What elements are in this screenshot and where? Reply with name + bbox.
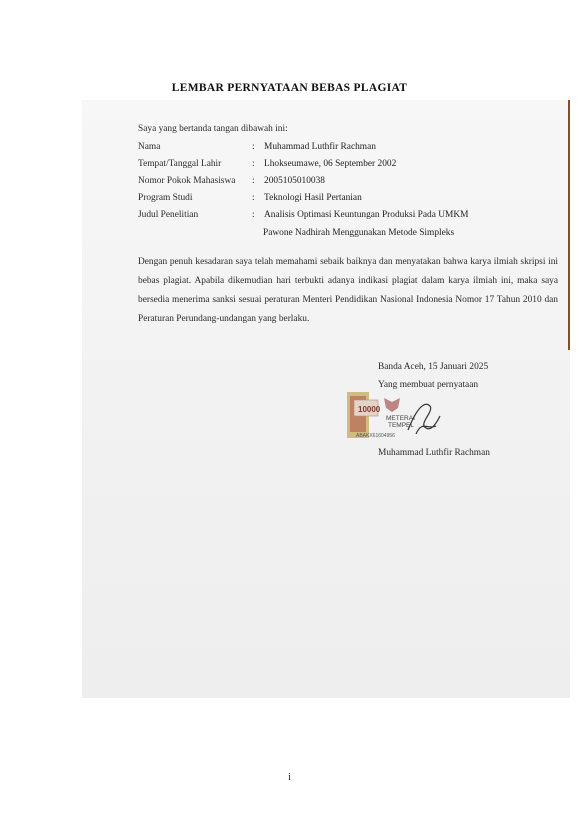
place-date: Banda Aceh, 15 Januari 2025	[378, 362, 489, 372]
field-value: 2005105010038	[264, 176, 325, 186]
field-value-cont: Pawone Nadhirah Menggunakan Metode Simpleks	[263, 228, 455, 238]
field-value: Muhammad Luthfir Rachman	[264, 142, 376, 152]
stamp-code: ABAKX61604956	[356, 433, 395, 439]
page-number: i	[288, 772, 291, 783]
field-colon: :	[252, 142, 255, 152]
scan-edge	[568, 100, 570, 350]
page-title: LEMBAR PERNYATAAN BEBAS PLAGIAT	[171, 82, 408, 94]
field-label: Program Studi	[138, 193, 193, 203]
statement-paragraph: Dengan penuh kesadaran saya telah memahami sebaik baiknya dan menyatakan bahwa karya ilmiah skripsi ini bebas plagiat. Apabila dikemudian hari terbukti adanya indikasi plagiat dalam karya ilmiah ini, maka saya bersedia menerima sanksi sesuai peraturan Menteri Pendidikan Nasional Indonesia Nomor 17 Tahun 2010 dan Peraturan Perundang-undangan yang berlaku.	[138, 257, 558, 324]
stamp-text-2: TEMPEL	[388, 422, 415, 429]
field-colon: :	[252, 193, 255, 203]
field-label: Tempat/Tanggal Lahir	[138, 159, 222, 169]
scanned-statement	[82, 100, 570, 698]
signer-name: Muhammad Luthfir Rachman	[378, 448, 490, 458]
stamp-text-1: METERAI	[386, 415, 415, 422]
field-label: Nama	[138, 142, 161, 152]
signer-role: Yang membuat pernyataan	[378, 380, 479, 390]
meterai-stamp-icon	[346, 390, 442, 444]
intro-text: Saya yang bertanda tangan dibawah ini:	[138, 124, 288, 134]
field-value: Teknologi Hasil Pertanian	[264, 193, 362, 203]
field-label: Nomor Pokok Mahasiswa	[138, 176, 236, 186]
field-colon: :	[252, 210, 255, 220]
field-label: Judul Penelitian	[138, 210, 199, 220]
field-value: Analisis Optimasi Keuntungan Produksi Pada UMKM	[264, 210, 469, 220]
field-colon: :	[252, 159, 255, 169]
stamp-value: 10000	[358, 405, 381, 414]
field-value: Lhokseumawe, 06 September 2002	[264, 159, 397, 169]
field-colon: :	[252, 176, 255, 186]
